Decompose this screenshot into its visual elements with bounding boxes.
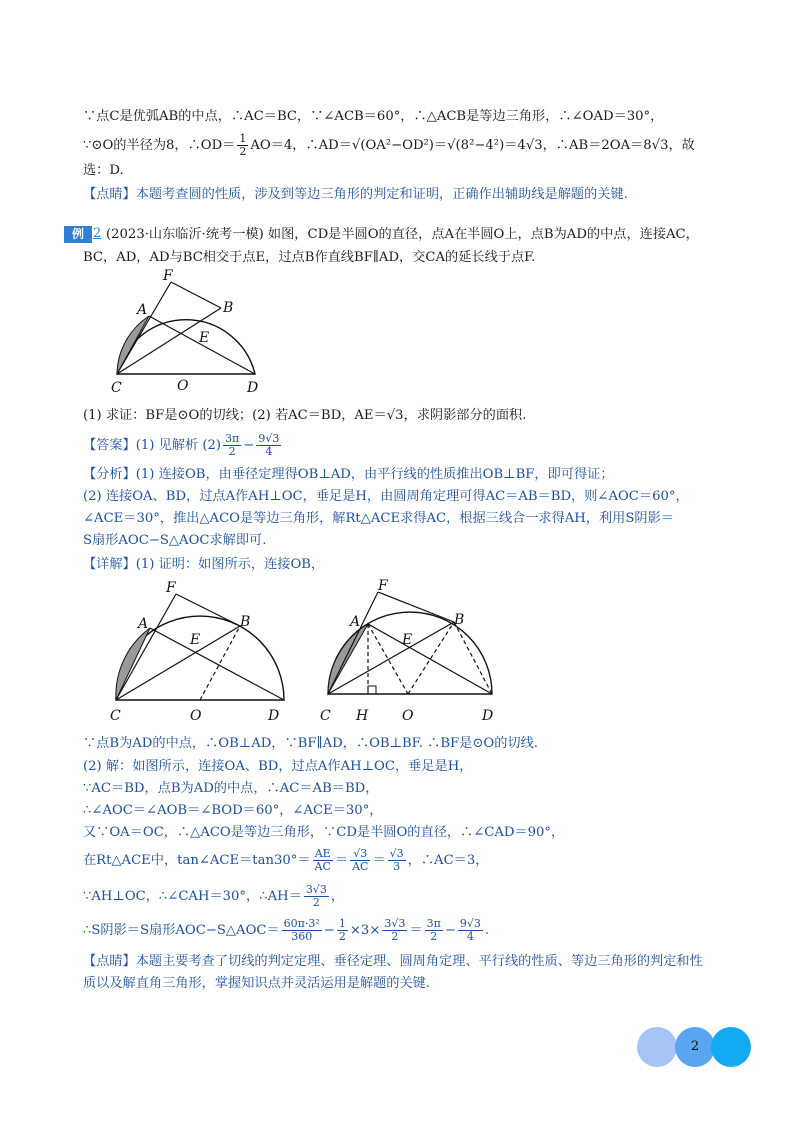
- detail-line: ∵点B为AD的中点，∴OB⊥AD，∵BF∥AD，∴OB⊥BF. ∴BF是⊙O的切线.: [83, 736, 538, 751]
- analysis-line: (2) 连接OA、BD，过点A作AH⊥OC，垂足是H，由圆周角定理可得AC＝AB＝BD，则∠AOC＝60°，: [83, 489, 689, 504]
- label-C: C: [320, 708, 331, 724]
- comment-line: 质以及解直角三角形，掌握知识点并灵活运用是解题的关键.: [83, 976, 431, 991]
- analysis-line: S扇形AOC−S△AOC求解即可.: [83, 533, 267, 548]
- label-A: A: [350, 614, 361, 630]
- figure-proof-1: [104, 576, 294, 726]
- comment-line: 【点睛】本题主要考查了切线的判定定理、垂径定理、圆周角定理、平行线的性质、等边三角形的判定和性: [83, 954, 703, 969]
- label-O: O: [190, 708, 202, 724]
- page-circle-light: [637, 1027, 677, 1067]
- label-O: O: [402, 708, 414, 724]
- label-C: C: [111, 380, 122, 396]
- label-B: B: [223, 300, 234, 316]
- detail-line: ∴S阴影＝S扇形AOC−S△AOC＝ $\frac{\text{60π·3²}}{360}$ − $\frac{1}{2}$ ×3× $\frac{3√3}{2}$ ＝ $\frac{3\pi}{2}$ − $\frac{9√3}{4}$ .: [83, 917, 490, 943]
- analysis-line: ∠ACE＝30°，推出△ACO是等边三角形，解Rt△ACE求得AC，根据三线合一求得AH，利用S阴影＝: [83, 511, 674, 526]
- detail-line: 在Rt△ACE中，tan∠ACE＝tan30°＝ $\frac{AE}{AC}$ ＝ $\frac{√3}{AC}$ ＝ $\frac{√3}{3}$ ，∴AC＝3，: [83, 847, 489, 873]
- label-O: O: [177, 378, 189, 394]
- solution-line: 选：D.: [83, 163, 124, 178]
- detail-line: 【详解】(1) 证明：如图所示，连接OB，: [83, 557, 325, 572]
- detail-line: (2) 解：如图所示，连接OA、BD，过点A作AH⊥OC，垂足是H，: [83, 759, 473, 774]
- analysis-line: 【分析】(1) 连接OB，由垂径定理得OB⊥AD，由平行线的性质推出OB⊥BF，即可得证；: [83, 467, 614, 482]
- problem-line: BC，AD，AD与BC相交于点E，过点B作直线BF∥AD，交CA的延长线于点F.: [83, 250, 536, 265]
- label-H: H: [356, 708, 369, 724]
- example-badge: 例: [64, 226, 92, 243]
- label-C: C: [110, 708, 121, 724]
- answer-line: 【答案】(1) 见解析 (2) $\frac{3\pi}{2}$ − $\frac{9√3}{4}$: [83, 432, 280, 458]
- label-E: E: [190, 632, 201, 648]
- detail-line: ∵AC＝BD，点B为AD的中点，∴AC＝AB＝BD，: [83, 781, 379, 796]
- label-F: F: [166, 580, 176, 596]
- label-F: F: [378, 578, 388, 594]
- label-E: E: [199, 330, 210, 346]
- problem-line: (2023·山东临沂·统考一模) 如图，CD是半圆O的直径，点A在半圆O上，点B为AD的中点，连接AC，: [106, 227, 699, 242]
- solution-line: ∵点C是优弧AB的中点，∴AC＝BC，∵∠ACB＝60°，∴△ACB是等边三角形，∴∠OAD＝30°，: [83, 109, 664, 124]
- label-D: D: [247, 380, 259, 396]
- label-A: A: [138, 616, 149, 632]
- question-line: (1) 求证：BF是⊙O的切线；(2) 若AC＝BD，AE＝√3，求阴影部分的面积.: [83, 408, 527, 423]
- example-number: 2: [93, 226, 102, 241]
- detail-line: ∵AH⊥OC，∴∠CAH＝30°，∴AH＝ $\frac{3√3}{2}$ ，: [83, 883, 345, 909]
- page-circle-dark: [711, 1027, 751, 1067]
- comment-line: 【点睛】本题考查圆的性质，涉及到等边三角形的判定和证明，正确作出辅助线是解题的关键.: [83, 187, 628, 202]
- label-A: A: [137, 302, 148, 318]
- label-B: B: [454, 612, 465, 628]
- label-D: D: [268, 708, 280, 724]
- page-number: 2: [690, 1039, 700, 1054]
- label-F: F: [163, 268, 173, 284]
- detail-line: 又∵OA＝OC，∴△ACO是等边三角形，∵CD是半圆O的直径，∴∠CAD＝90°，: [83, 825, 565, 840]
- label-B: B: [240, 614, 251, 630]
- detail-line: ∴∠AOC＝∠AOB＝∠BOD＝60°，∠ACE＝30°，: [83, 803, 383, 818]
- label-E: E: [402, 632, 413, 648]
- figure-semicircle: [105, 268, 265, 396]
- figure-proof-2: [316, 576, 506, 726]
- label-D: D: [482, 708, 494, 724]
- solution-line: ∵⊙O的半径为8，∴OD＝ $\frac{1}{2}$ AO＝4，∴AD＝√(OA²−OD²)＝√(8²−4²)＝4√3，∴AB＝2OA＝8√3，故: [83, 132, 695, 158]
